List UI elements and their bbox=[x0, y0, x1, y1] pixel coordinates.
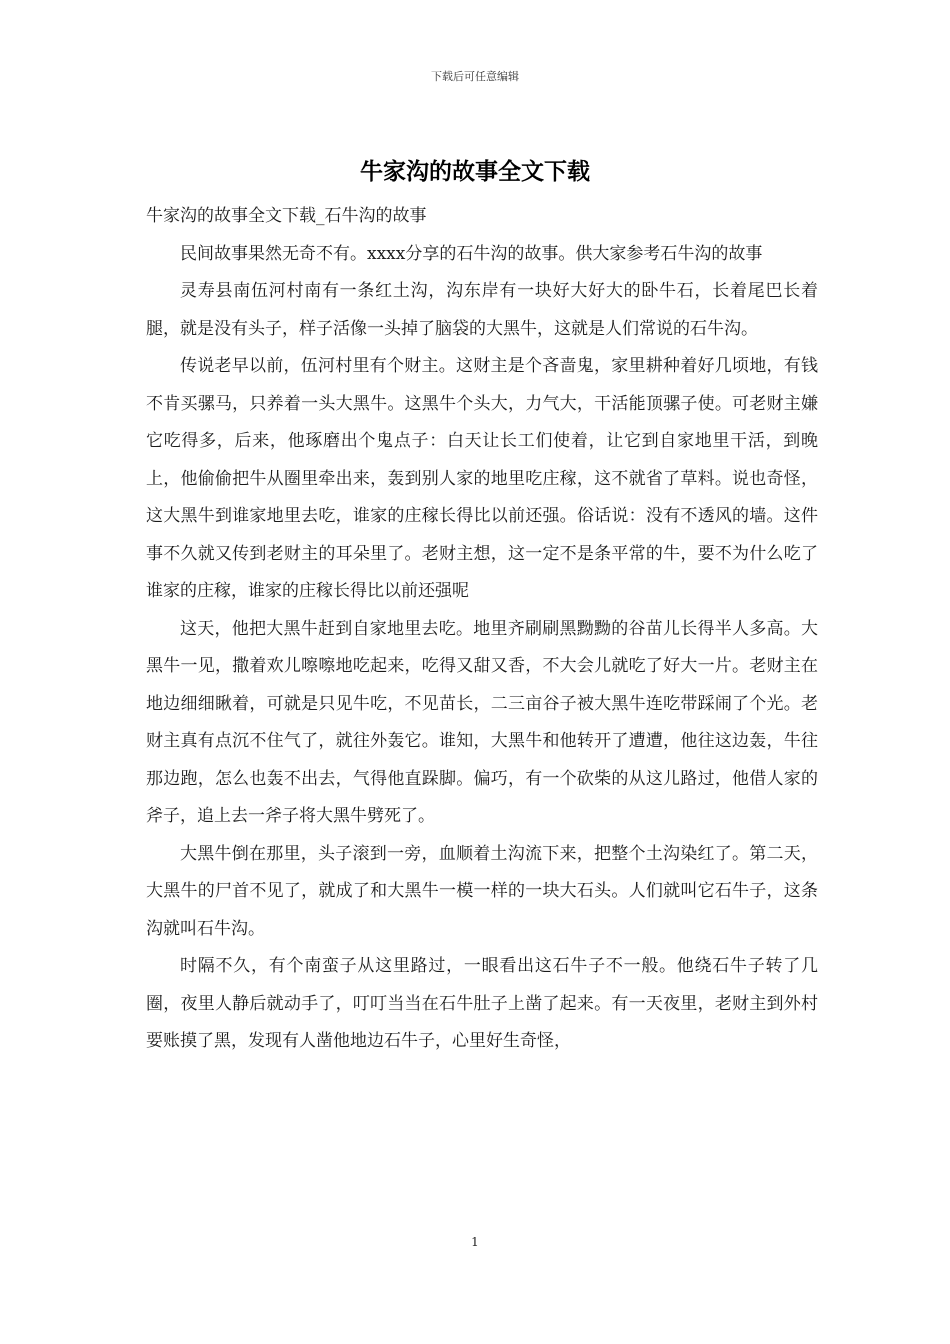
paragraph-intro: 民间故事果然无奇不有。xxxx分享的石牛沟的故事。供大家参考石牛沟的故事 bbox=[180, 243, 763, 264]
document-body bbox=[146, 198, 818, 1061]
paragraph-black-ox: 这天，他把大黑牛赶到自家地里去吃。地里齐刷刷黑黝黝的谷苗儿长得半人多高。大黑牛一见，撒着欢儿嚓嚓地吃起来，吃得又甜又香，不大会儿就吃了好大一片。老财主在地边细细瞅着，可就是只见牛吃，不见苗长，二三亩谷子被大黑牛连吃带踩闹了个光。老财主真有点沉不住气了，就往外轰它。谁知，大黑牛和他转开了遭遭，他往这边轰，牛往那边跑，怎么也轰不出去，气得他直跺脚。偏巧，有一个砍柴的从这儿路过，他借人家的斧子，追上去一斧子将大黑牛劈死了。 bbox=[146, 618, 818, 826]
paragraph-location: 灵寿县南伍河村南有一条红土沟，沟东岸有一块好大好大的卧牛石，长着尾巴长着腿，就是没有头子，样子活像一头掉了脑袋的大黑牛，这就是人们常说的石牛沟。 bbox=[146, 281, 818, 339]
paragraph-stone-ox: 大黑牛倒在那里，头子滚到一旁，血顺着土沟流下来，把整个土沟染红了。第二天，大黑牛的尸首不见了，就成了和大黑牛一模一样的一块大石头。人们就叫它石牛子，这条沟就叫石牛沟。 bbox=[146, 843, 818, 939]
document-subtitle: 牛家沟的故事全文下载_石牛沟的故事 bbox=[146, 206, 427, 226]
page-header-note: 下载后可任意编辑 bbox=[431, 70, 519, 83]
page-number: 1 bbox=[471, 1235, 479, 1249]
paragraph-landlord: 传说老早以前，伍河村里有个财主。这财主是个吝啬鬼，家里耕种着好几顷地，有钱不肯买骡马，只养着一头大黑牛。这黑牛个头大，力气大，干活能顶骡子使。可老财主嫌它吃得多，后来，他琢磨出个鬼点子：白天让长工们使着，让它到自家地里干活，到晚上，他偷偷把牛从圈里牵出来，轰到别人家的地里吃庄稼，这不就省了草料。说也奇怪，这大黑牛到谁家地里去吃，谁家的庄稼长得比以前还强。俗话说：没有不透风的墙。这件事不久就又传到老财主的耳朵里了。老财主想，这一定不是条平常的牛，要不为什么吃了谁家的庄稼，谁家的庄稼长得比以前还强呢 bbox=[146, 356, 818, 601]
paragraph-southerner: 时隔不久，有个南蛮子从这里路过，一眼看出这石牛子不一般。他绕石牛子转了几圈，夜里人静后就动手了，叮叮当当在石牛肚子上凿了起来。有一天夜里，老财主到外村要账摸了黑，发现有人凿他地边石牛子，心里好生奇怪， bbox=[146, 956, 818, 1051]
document-title: 牛家沟的故事全文下载 bbox=[360, 158, 590, 185]
